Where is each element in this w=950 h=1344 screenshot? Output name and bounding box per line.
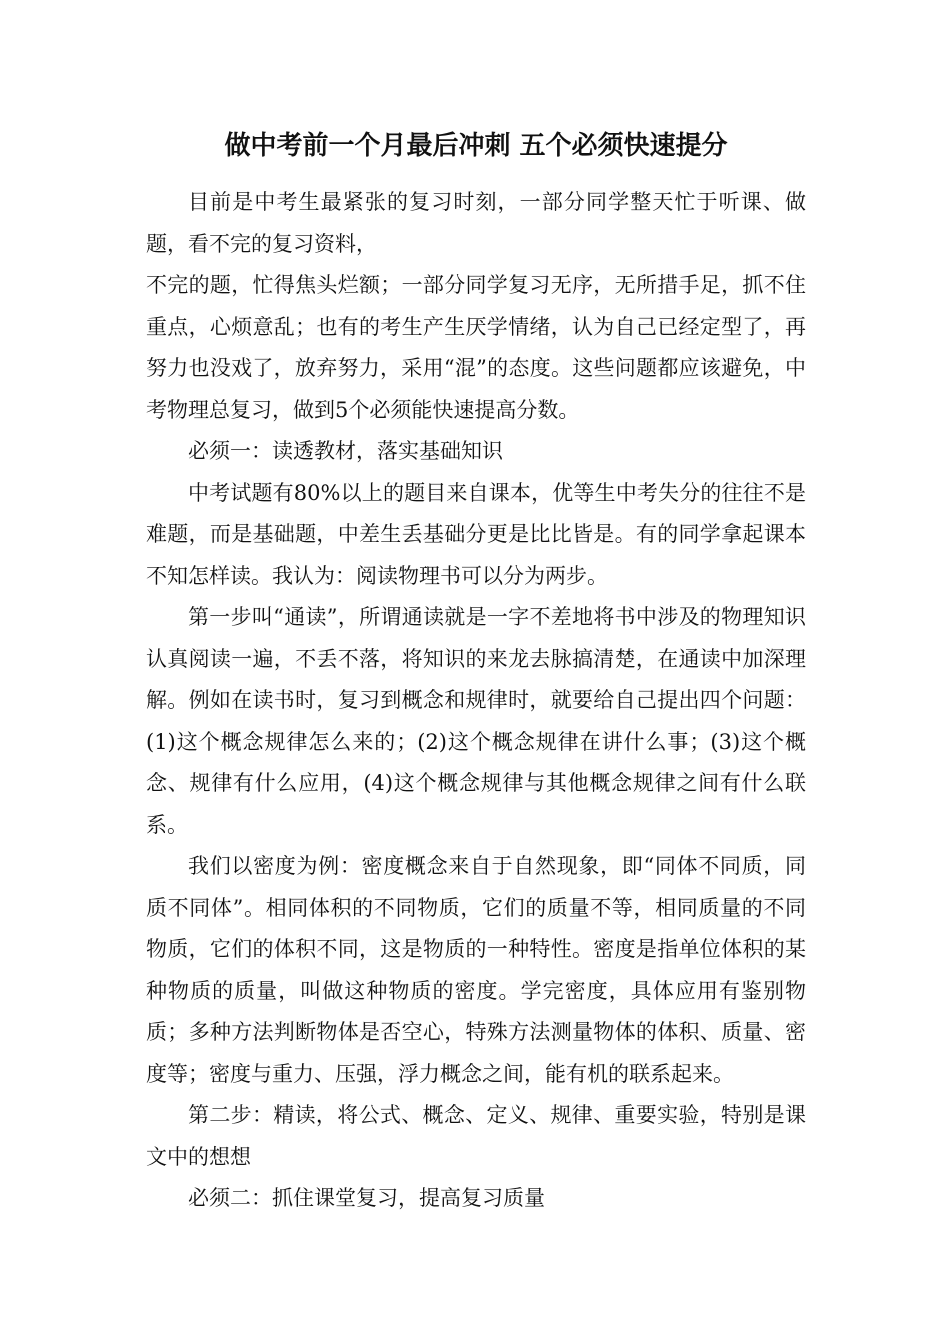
paragraph: 我们以密度为例：密度概念来自于自然现象，即“同体不同质，同质不同体”。相同体积的不同物质，它们的质量不等，相同质量的不同物质，它们的体积不同，这是物质的一种特性。密度是指单位体积的某种物质的质量，叫做这种物质的密度。学完密度，具体应用有鉴别物质；多种方法判断物体是否空心，特殊方法测量物体的体积、质量、密度等；密度与重力、压强，浮力概念之间，能有机的联系起来。 [146, 854, 806, 1086]
paragraph: 必须一：读透教材，落实基础知识 [188, 439, 503, 463]
document-body [146, 182, 806, 1220]
paragraph: 第一步叫“通读”，所谓通读就是一字不差地将书中涉及的物理知识认真阅读一遍，不丢不落，将知识的来龙去脉搞清楚，在通读中加深理解。例如在读书时，复习到概念和规律时，就要给自己提出四个问题：(1)这个概念规律怎么来的；(2)这个概念规律在讲什么事；(3)这个概念、规律有什么应用，(4)这个概念规律与其他概念规律之间有什么联系。 [146, 605, 806, 837]
paragraph: 第二步：精读，将公式、概念、定义、规律、重要实验，特别是课文中的想想 [146, 1103, 806, 1169]
paragraph: 必须二：抓住课堂复习，提高复习质量 [188, 1186, 545, 1210]
paragraph: 目前是中考生最紧张的复习时刻，一部分同学整天忙于听课、做题，看不完的复习资料， [146, 190, 806, 256]
document-title: 做中考前一个月最后冲刺 五个必须快速提分 [224, 131, 728, 161]
paragraph: 中考试题有80%以上的题目来自课本，优等生中考失分的往往不是难题，而是基础题，中差生丢基础分更是比比皆是。有的同学拿起课本不知怎样读。我认为：阅读物理书可以分为两步。 [146, 480, 806, 588]
paragraph: 不完的题，忙得焦头烂额；一部分同学复习无序，无所措手足，抓不住重点，心烦意乱；也有的考生产生厌学情绪，认为自己已经定型了，再努力也没戏了，放弃努力，采用“混”的态度。这些问题都应该避免，中考物理总复习，做到5个必须能快速提高分数。 [146, 273, 806, 422]
